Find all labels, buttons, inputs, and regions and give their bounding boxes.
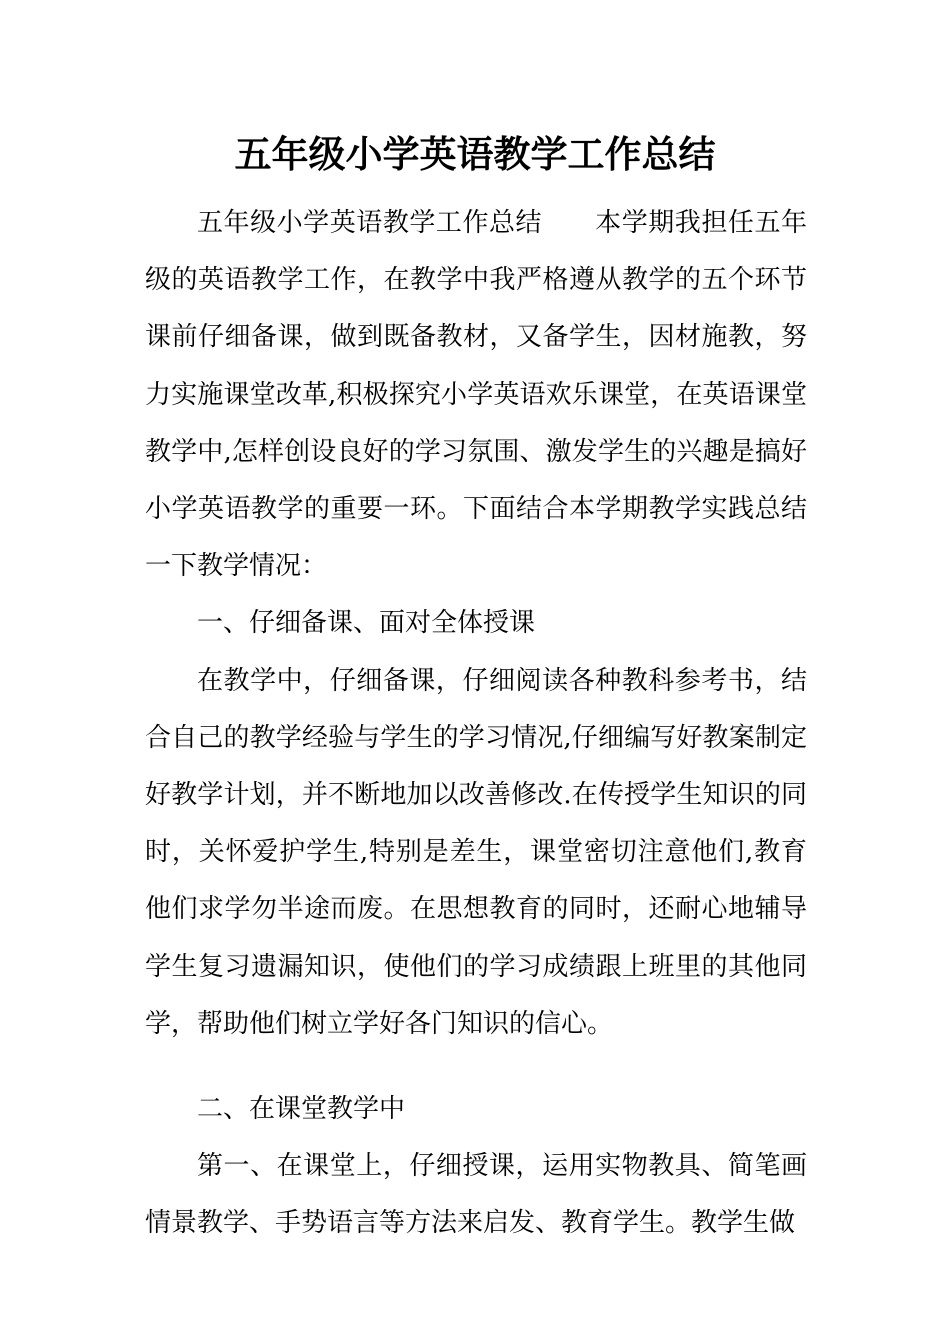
document-body bbox=[145, 195, 807, 1253]
document-title: 五年级小学英语教学工作总结 bbox=[234, 132, 716, 176]
section-heading-2: 二、在课堂教学中 bbox=[197, 1094, 406, 1125]
paragraph-section-1: 在教学中，仔细备课，仔细阅读各种教科参考书，结合自己的教学经验与学生的学习情况,仔细编写好教案制定好教学计划，并不断地加以改善修改.在传授学生知识的同时，关怀爱护学生,特别是差生，课堂密切注意他们,教育他们求学勿半途而废。在思想教育的同时，还耐心地辅导学生复习遗漏知识，使他们的学习成绩跟上班里的其他同学，帮助他们树立学好各门知识的信心。 bbox=[145, 665, 807, 1039]
section-heading-1: 一、仔细备课、面对全体授课 bbox=[197, 608, 536, 639]
paragraph-section-2: 第一、在课堂上，仔细授课，运用实物教具、简笔画情景教学、手势语言等方法来启发、教育学生。教学生做 bbox=[145, 1151, 807, 1239]
paragraph-intro: 五年级小学英语教学工作总结 本学期我担任五年级的英语教学工作，在教学中我严格遵从教学的五个环节课前仔细备课，做到既备教材，又备学生，因材施教，努力实施课堂改革,积极探究小学英语欢乐课堂，在英语课堂教学中,怎样创设良好的学习氛围、激发学生的兴趣是搞好小学英语教学的重要一环。下面结合本学期教学实践总结一下教学情况： bbox=[145, 208, 807, 582]
